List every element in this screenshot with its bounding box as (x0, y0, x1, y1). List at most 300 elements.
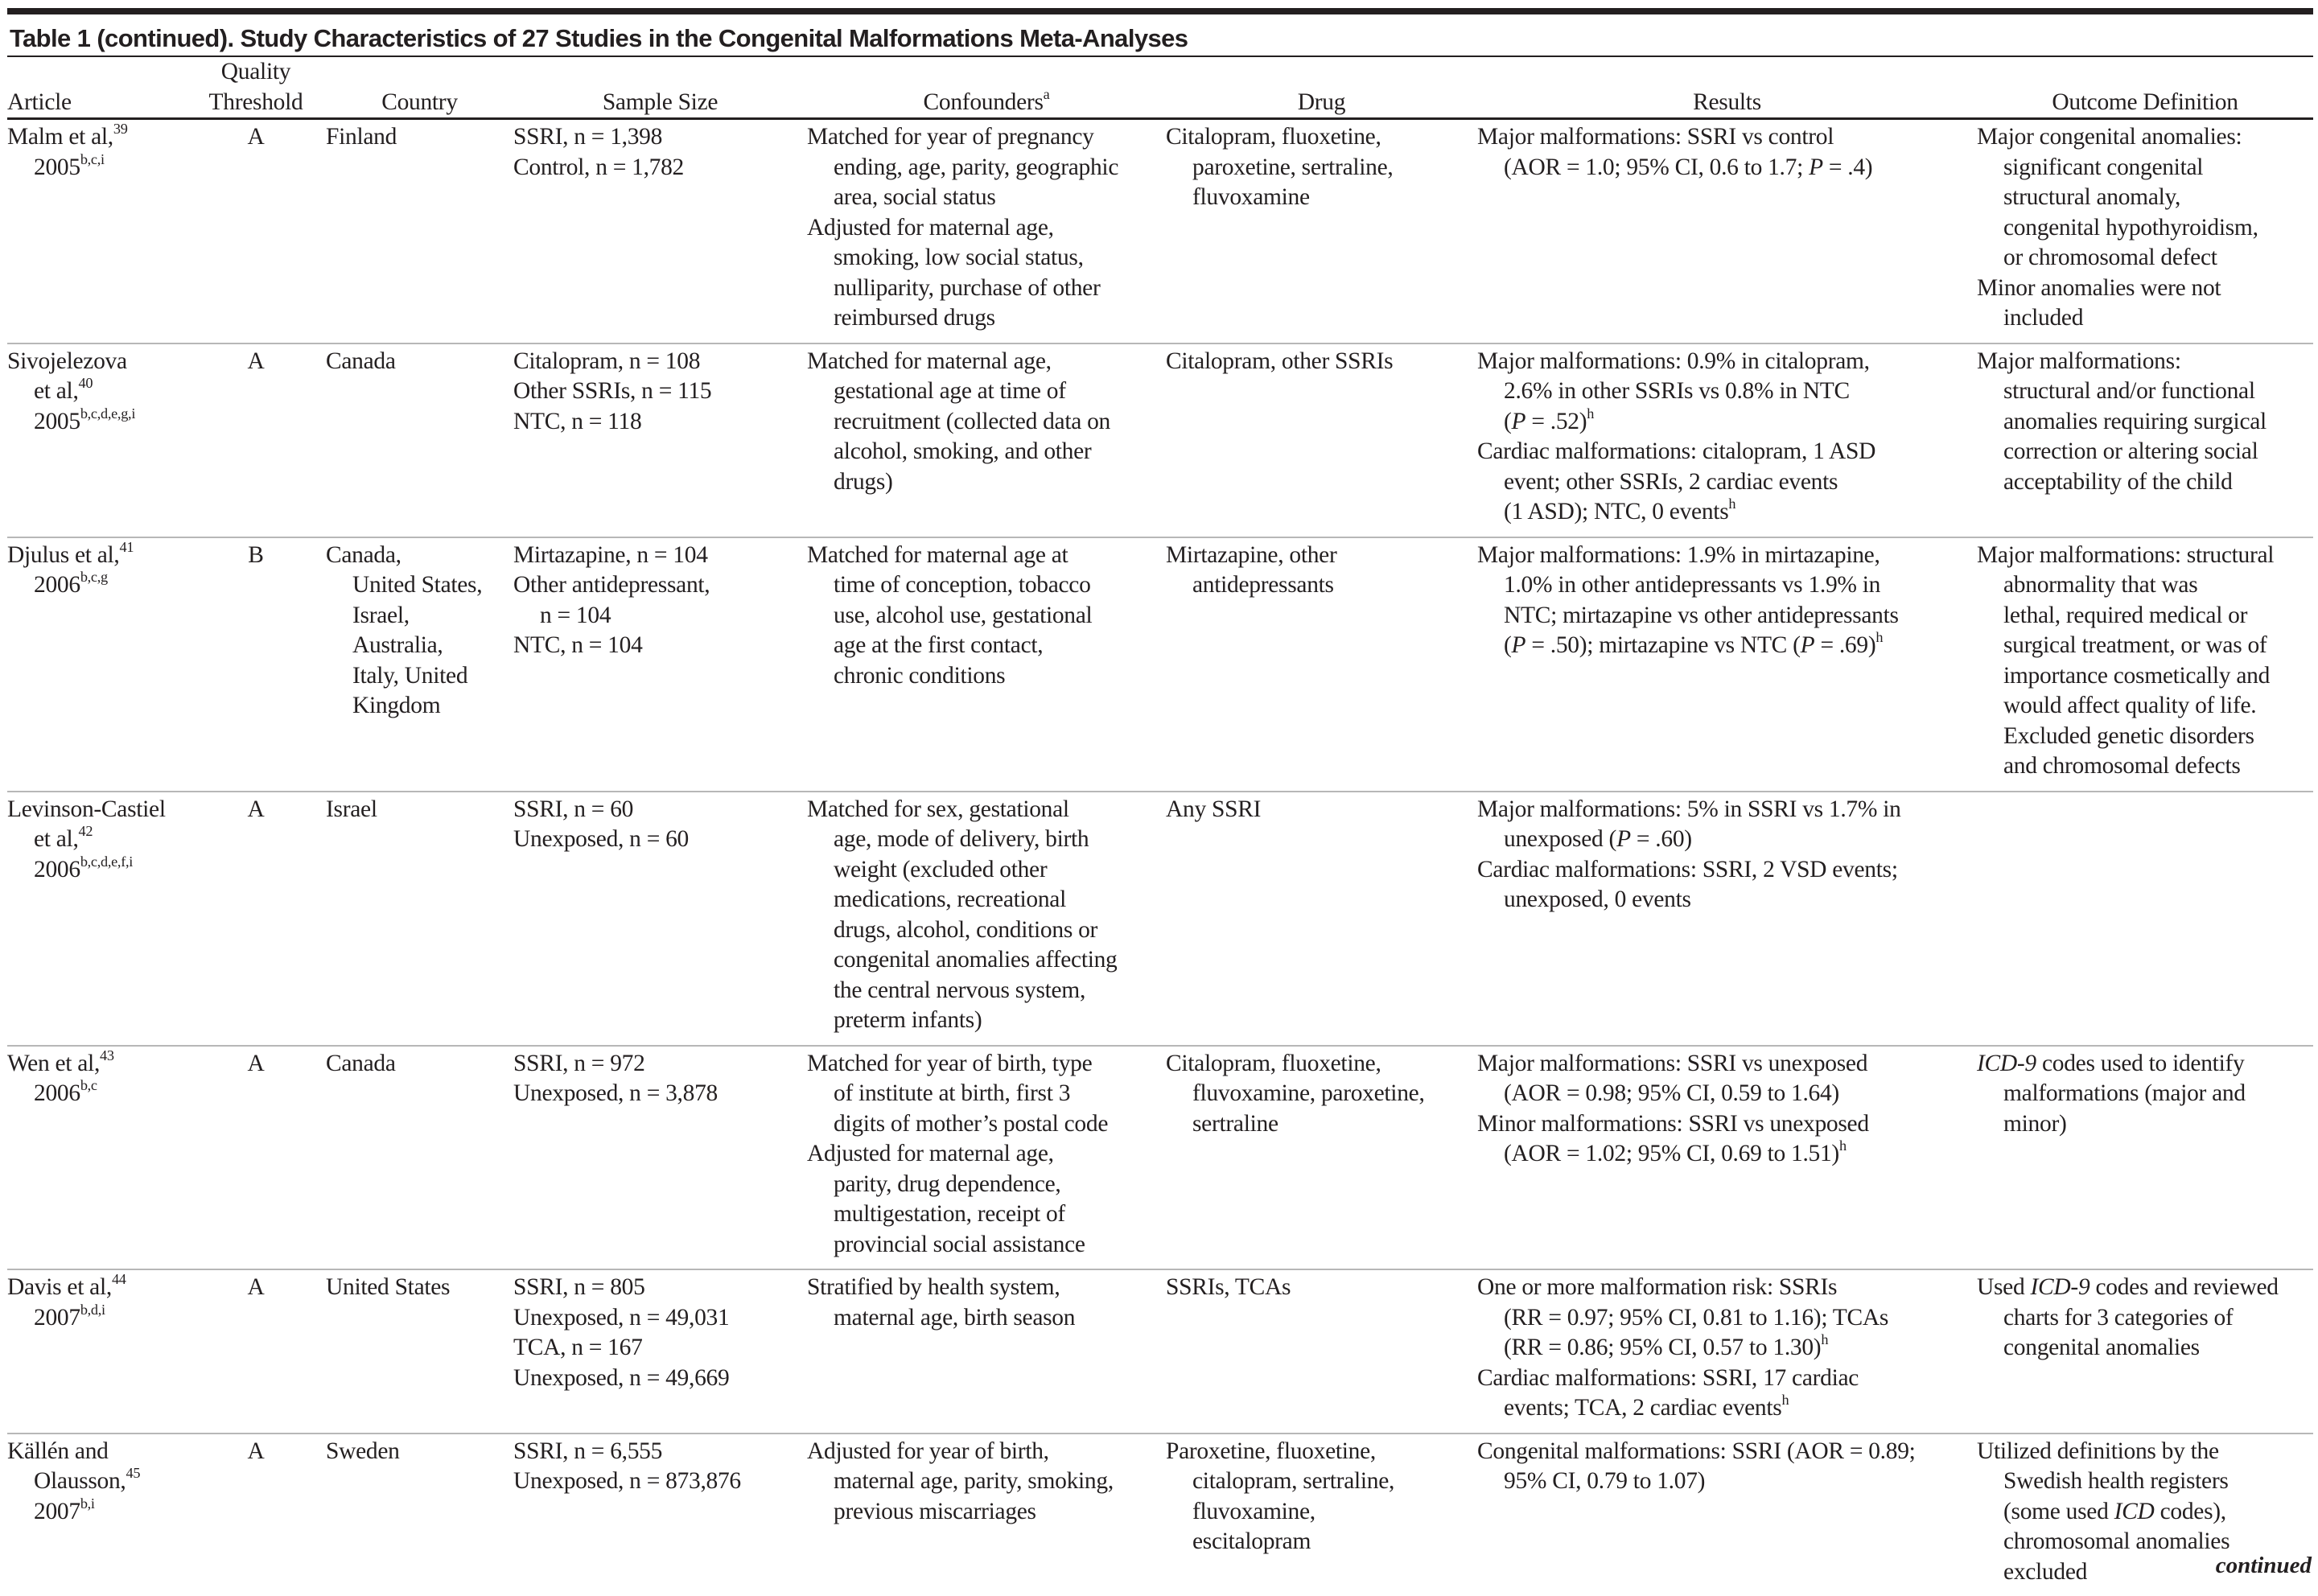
text-segment: previous miscarriages (834, 1499, 1036, 1524)
text-segment: Mirtazapine, other (1166, 542, 1336, 568)
cell-line (1477, 467, 1977, 498)
cell-confounders (807, 122, 1166, 334)
text-segment: Other SSRIs, n = 115 (513, 378, 711, 404)
cell-outcome-definition (1977, 541, 2313, 782)
cell-line (1977, 183, 2313, 213)
cell-results (1477, 122, 1977, 334)
cell-line (807, 631, 1166, 661)
cell-line (513, 407, 807, 438)
cell-country (326, 1437, 513, 1588)
cell-line (326, 122, 513, 153)
cell-line (807, 541, 1166, 571)
text-segment: Major malformations: 5% in SSRI vs 1.7% in (1477, 796, 1901, 822)
text-segment: Congenital malformations: SSRI (AOR = 0.89; (1477, 1438, 1916, 1464)
text-segment: included (2003, 305, 2083, 331)
top-rule (7, 8, 2313, 14)
cell-line (326, 601, 513, 631)
cell-line (326, 795, 513, 825)
cell-paragraph (1166, 795, 1477, 825)
cell-paragraph (326, 1049, 513, 1080)
text-segment: congenital hypothyroidism, (2003, 215, 2258, 241)
text-segment: codes and reviewed (2089, 1274, 2278, 1300)
cell-paragraph (1977, 1273, 2313, 1364)
cell-article (7, 541, 197, 782)
cell-paragraph (1166, 1437, 1477, 1557)
text-segment: Sweden (326, 1438, 400, 1464)
cell-line (807, 1437, 1166, 1467)
cell-line (1977, 274, 2313, 304)
cell-line (807, 407, 1166, 438)
text-segment: et al, (34, 826, 79, 852)
cell-line (807, 1170, 1166, 1200)
cell-line (1977, 1497, 2313, 1528)
cell-line (1977, 1333, 2313, 1364)
text-segment: Finland (326, 124, 397, 150)
cell-outcome-definition (1977, 795, 2313, 1036)
cell-country (326, 347, 513, 528)
cell-paragraph (513, 376, 807, 407)
cell-line (807, 1303, 1166, 1334)
cell-line (1477, 347, 1977, 377)
cell-results (1477, 1273, 1977, 1424)
text-segment: excluded (2003, 1559, 2087, 1585)
text-segment: Djulus et al, (7, 542, 119, 568)
text-segment: Matched for year of birth, type (807, 1051, 1092, 1076)
cell-line (807, 1079, 1166, 1109)
italic-text: P (1512, 632, 1526, 658)
cell-line (326, 570, 513, 601)
cell-sample-size (513, 541, 807, 782)
footnote-marker: h (1875, 629, 1883, 645)
cell-sample-size (513, 1273, 807, 1424)
cell-line (1166, 122, 1477, 153)
text-segment: 2006 (34, 572, 80, 598)
cell-paragraph (807, 122, 1166, 213)
footnote-marker: b,c,i (80, 151, 105, 167)
cell-line (1477, 497, 1977, 528)
text-segment: gestational age at time of (834, 378, 1066, 404)
text-segment: (AOR = 1.02; 95% CI, 0.69 to 1.51) (1504, 1141, 1839, 1166)
cell-line (807, 467, 1166, 498)
text-segment: Canada, (326, 542, 401, 568)
cell-line (1477, 1079, 1977, 1109)
text-segment: SSRIs, TCAs (1166, 1274, 1291, 1300)
cell-line (807, 825, 1166, 855)
cell-line (1977, 437, 2313, 467)
cell-line (1977, 631, 2313, 661)
cell-line (1166, 570, 1477, 601)
cell-paragraph (513, 1466, 807, 1497)
text-segment: significant congenital (2003, 154, 2203, 180)
text-segment: (RR = 0.97; 95% CI, 0.81 to 1.16); TCAs (1504, 1305, 1888, 1331)
cell-paragraph (1166, 1273, 1477, 1303)
text-segment: 2007 (34, 1499, 80, 1524)
italic-text: P (1512, 409, 1526, 434)
cell-results (1477, 541, 1977, 782)
cell-line (7, 122, 197, 153)
text-segment: Major malformations: SSRI vs control (1477, 124, 1834, 150)
cell-line (7, 825, 197, 855)
cell-confounders (807, 541, 1166, 782)
text-segment: area, social status (834, 184, 996, 210)
cell-article (7, 1049, 197, 1261)
cell-paragraph (326, 795, 513, 825)
text-segment: medications, recreational (834, 886, 1066, 912)
text-segment: parity, drug dependence, (834, 1171, 1061, 1197)
cell-quality: A (197, 1049, 326, 1261)
cell-line (807, 1466, 1166, 1497)
text-segment: SSRI, n = 6,555 (513, 1438, 662, 1464)
cell-line (7, 1303, 197, 1334)
italic-text: ICD (2114, 1499, 2155, 1524)
cell-line (1977, 467, 2313, 498)
text-segment: maternal age, birth season (834, 1305, 1075, 1331)
text-segment: et al, (34, 378, 79, 404)
text-segment: Malm et al, (7, 124, 113, 150)
cell-quality: A (197, 795, 326, 1036)
cell-paragraph (326, 1437, 513, 1467)
cell-paragraph (1166, 541, 1477, 601)
text-segment: surgical treatment, or was of (2003, 632, 2267, 658)
text-segment: Israel (326, 796, 377, 822)
cell-line (513, 601, 807, 631)
cell-line (326, 347, 513, 377)
cell-line (807, 213, 1166, 244)
column-header-label: Sample Size (603, 89, 718, 115)
cell-article (7, 347, 197, 528)
text-segment: (some used (2003, 1499, 2114, 1524)
cell-line (7, 1049, 197, 1080)
text-segment: 2.6% in other SSRIs vs 0.8% in NTC (1504, 378, 1850, 404)
cell-paragraph (807, 1139, 1166, 1260)
text-segment: age at the first contact, (834, 632, 1043, 658)
text-segment: age, mode of delivery, birth (834, 826, 1089, 852)
column-header-label: Results (1693, 89, 1761, 115)
footnote-marker: h (1781, 1392, 1789, 1408)
cell-paragraph (513, 1333, 807, 1364)
text-segment: Cardiac malformations: SSRI, 2 VSD events; (1477, 857, 1898, 882)
cell-results (1477, 1437, 1977, 1588)
text-segment: events; TCA, 2 cardiac events (1504, 1395, 1781, 1421)
column-header-outcome-definition (1977, 88, 2313, 118)
footnote-marker: 42 (79, 823, 93, 839)
study-characteristics-table (7, 57, 2313, 1596)
text-segment: importance cosmetically and (2003, 663, 2270, 689)
cell-line (1477, 1466, 1977, 1497)
cell-article (7, 122, 197, 334)
cell-paragraph (1977, 274, 2313, 334)
text-segment: escitalopram (1192, 1528, 1311, 1554)
column-header-label: Drug (1298, 89, 1345, 115)
cell-line (1477, 601, 1977, 631)
cell-line (1166, 1527, 1477, 1557)
text-segment: Unexposed, n = 49,669 (513, 1365, 729, 1391)
italic-text: ICD-9 (1977, 1051, 2036, 1076)
cell-paragraph (807, 1049, 1166, 1140)
cell-line (807, 885, 1166, 915)
cell-line (807, 274, 1166, 304)
cell-confounders (807, 1273, 1166, 1424)
text-segment: 95% CI, 0.79 to 1.07) (1504, 1468, 1705, 1494)
cell-paragraph (1477, 347, 1977, 438)
cell-line (1166, 1466, 1477, 1497)
cell-line (7, 153, 197, 183)
text-segment: drugs, alcohol, conditions or (834, 917, 1097, 943)
cell-country (326, 122, 513, 334)
text-segment: 1.0% in other antidepressants vs 1.9% in (1504, 572, 1880, 598)
text-segment: Källén and (7, 1438, 109, 1464)
cell-line (513, 1273, 807, 1303)
text-segment: (1 ASD); NTC, 0 events (1504, 499, 1728, 524)
cell-line (1477, 1109, 1977, 1140)
table-row (7, 792, 2313, 1047)
footnote-marker: 45 (126, 1465, 140, 1481)
text-segment: paroxetine, sertraline, (1192, 154, 1393, 180)
cell-paragraph (513, 407, 807, 438)
cell-line (326, 691, 513, 722)
cell-paragraph (326, 541, 513, 722)
cell-paragraph (1477, 1364, 1977, 1424)
text-segment: citalopram, sertraline, (1192, 1468, 1394, 1494)
text-segment: Canada (326, 1051, 396, 1076)
cell-line (1477, 1303, 1977, 1334)
cell-line (1166, 1079, 1477, 1109)
text-segment: Italy, United (352, 663, 467, 689)
cell-confounders (807, 1049, 1166, 1261)
text-segment: Wen et al, (7, 1051, 100, 1076)
text-segment: recruitment (collected data on (834, 409, 1110, 434)
cell-line (513, 1333, 807, 1364)
text-segment: Swedish health registers (2003, 1468, 2229, 1494)
footnote-marker: b,c,d,e,g,i (80, 405, 135, 422)
cell-confounders (807, 1437, 1166, 1588)
text-segment: Any SSRI (1166, 796, 1261, 822)
text-segment: Matched for year of pregnancy (807, 124, 1094, 150)
text-segment: Paroxetine, fluoxetine, (1166, 1438, 1376, 1464)
text-segment: Adjusted for year of birth, (807, 1438, 1049, 1464)
footnote-marker: 39 (113, 121, 128, 137)
cell-line (1477, 153, 1977, 183)
cell-line (1977, 722, 2313, 752)
cell-line (1477, 1049, 1977, 1080)
cell-line (1477, 122, 1977, 153)
cell-paragraph (326, 1273, 513, 1303)
cell-line (1166, 1437, 1477, 1467)
italic-text: ICD-9 (2031, 1274, 2090, 1300)
text-segment: or chromosomal defect (2003, 245, 2217, 270)
cell-paragraph (1977, 347, 2313, 498)
cell-line (1977, 751, 2313, 782)
text-segment: Used (1977, 1274, 2031, 1300)
footnote-marker: 43 (100, 1047, 114, 1063)
cell-sample-size (513, 347, 807, 528)
text-segment: Australia, (352, 632, 443, 658)
cell-line (513, 1049, 807, 1080)
cell-paragraph (1477, 437, 1977, 528)
cell-drug (1166, 541, 1477, 782)
cell-results (1477, 1049, 1977, 1261)
cell-paragraph (513, 1049, 807, 1080)
continued-label: continued (2216, 1553, 2312, 1579)
cell-drug (1166, 1049, 1477, 1261)
cell-line (7, 1079, 197, 1109)
cell-line (7, 1497, 197, 1528)
table-row (7, 344, 2313, 538)
cell-line (807, 1139, 1166, 1170)
footnote-marker: 40 (79, 375, 93, 391)
cell-line (1477, 1393, 1977, 1424)
text-segment: United States, (352, 572, 482, 598)
table-row (7, 538, 2313, 792)
cell-line (1477, 570, 1977, 601)
text-segment: preterm infants) (834, 1007, 982, 1033)
text-segment: time of conception, tobacco (834, 572, 1091, 598)
cell-line (1166, 795, 1477, 825)
cell-paragraph (7, 541, 197, 601)
cell-paragraph (807, 347, 1166, 498)
cell-line (1977, 1109, 2313, 1140)
cell-line (1977, 1273, 2313, 1303)
column-header-results (1477, 88, 1977, 118)
text-segment: chronic conditions (834, 663, 1005, 689)
text-segment: Unexposed, n = 49,031 (513, 1305, 729, 1331)
cell-line (326, 1273, 513, 1303)
cell-drug (1166, 122, 1477, 334)
cell-line (7, 1437, 197, 1467)
text-segment: Matched for maternal age, (807, 348, 1052, 374)
cell-paragraph (7, 1273, 197, 1333)
text-segment: congenital anomalies (2003, 1335, 2200, 1360)
text-segment: fluvoxamine (1192, 184, 1310, 210)
table-row (7, 120, 2313, 344)
cell-paragraph (7, 1049, 197, 1109)
cell-line (1977, 601, 2313, 631)
cell-paragraph (1977, 122, 2313, 274)
text-segment: 2007 (34, 1305, 80, 1331)
cell-line (1977, 570, 2313, 601)
cell-paragraph (326, 347, 513, 377)
cell-line (513, 541, 807, 571)
text-segment: fluvoxamine, (1192, 1499, 1315, 1524)
column-header-country (326, 88, 513, 118)
cell-paragraph (1477, 1273, 1977, 1364)
cell-line (1977, 691, 2313, 722)
text-segment: SSRI, n = 972 (513, 1051, 645, 1076)
cell-line (807, 1497, 1166, 1528)
text-segment: lethal, required medical or (2003, 603, 2247, 628)
cell-line (326, 1049, 513, 1080)
cell-paragraph (513, 1079, 807, 1109)
cell-paragraph (1477, 541, 1977, 661)
footnote-marker: b,c (80, 1077, 97, 1093)
text-segment: sertraline (1192, 1111, 1278, 1137)
cell-paragraph (1477, 122, 1977, 183)
text-segment: (AOR = 1.0; 95% CI, 0.6 to 1.7; (1504, 154, 1809, 180)
cell-quality: A (197, 1273, 326, 1424)
text-segment: multigestation, receipt of (834, 1201, 1065, 1227)
text-segment: Citalopram, fluoxetine, (1166, 1051, 1381, 1076)
cell-line (1477, 1139, 1977, 1170)
cell-line (1477, 1273, 1977, 1303)
cell-paragraph (513, 1273, 807, 1303)
text-segment: Davis et al, (7, 1274, 112, 1300)
cell-paragraph (513, 795, 807, 825)
cell-line (1977, 1466, 2313, 1497)
text-segment: SSRI, n = 1,398 (513, 124, 662, 150)
text-segment: codes), (2155, 1499, 2226, 1524)
text-segment: provincial social assistance (834, 1232, 1085, 1257)
text-segment: unexposed, 0 events (1504, 886, 1691, 912)
cell-line (1977, 661, 2313, 692)
cell-article (7, 1437, 197, 1588)
cell-paragraph (1977, 1049, 2313, 1140)
cell-line (1477, 541, 1977, 571)
cell-drug (1166, 1273, 1477, 1424)
cell-country (326, 795, 513, 1036)
text-segment: Citalopram, other SSRIs (1166, 348, 1393, 374)
cell-line (513, 153, 807, 183)
text-segment: would affect quality of life. (2003, 693, 2256, 718)
cell-line (807, 243, 1166, 274)
text-segment: Minor anomalies were not (1977, 275, 2221, 301)
text-segment: Other antidepressant, (513, 572, 710, 598)
text-segment: ending, age, parity, geographic (834, 154, 1118, 180)
cell-line (513, 795, 807, 825)
cell-line (513, 1437, 807, 1467)
cell-line (807, 303, 1166, 334)
cell-paragraph (513, 1437, 807, 1467)
text-segment: the central nervous system, (834, 977, 1085, 1003)
cell-line (1977, 1303, 2313, 1334)
text-segment: = .50); mirtazapine vs NTC ( (1525, 632, 1800, 658)
text-segment: maternal age, parity, smoking, (834, 1468, 1114, 1494)
cell-line (1166, 347, 1477, 377)
text-segment: (AOR = 0.98; 95% CI, 0.59 to 1.64) (1504, 1080, 1839, 1106)
cell-paragraph (513, 631, 807, 661)
text-segment: Major congenital anomalies: (1977, 124, 2242, 150)
cell-paragraph (513, 1364, 807, 1394)
column-header-sample-size (513, 88, 807, 118)
cell-paragraph (7, 122, 197, 183)
text-segment: codes used to identify (2036, 1051, 2245, 1076)
cell-line (807, 1109, 1166, 1140)
cell-paragraph (807, 1273, 1166, 1333)
cell-line (1166, 1109, 1477, 1140)
cell-country (326, 1273, 513, 1424)
text-segment: = .69) (1814, 632, 1875, 658)
cell-paragraph (807, 795, 1166, 1036)
text-segment: Minor malformations: SSRI vs unexposed (1477, 1111, 1869, 1137)
footnote-marker: h (1728, 496, 1735, 512)
italic-text: P (1801, 632, 1815, 658)
cell-line (807, 855, 1166, 886)
cell-sample-size (513, 1437, 807, 1588)
text-segment: Sivojelezova (7, 348, 127, 374)
text-segment: SSRI, n = 60 (513, 796, 633, 822)
cell-line (1477, 1437, 1977, 1467)
cell-line (326, 541, 513, 571)
cell-quality: A (197, 122, 326, 334)
cell-line (7, 376, 197, 407)
cell-paragraph (1166, 347, 1477, 377)
text-segment: of institute at birth, first 3 (834, 1080, 1070, 1106)
text-segment: NTC, n = 104 (513, 632, 643, 658)
cell-paragraph (1477, 1437, 1977, 1497)
cell-line (807, 570, 1166, 601)
footnote-marker: 41 (119, 539, 134, 555)
cell-line (807, 976, 1166, 1006)
footnote-marker: a (1044, 86, 1050, 102)
